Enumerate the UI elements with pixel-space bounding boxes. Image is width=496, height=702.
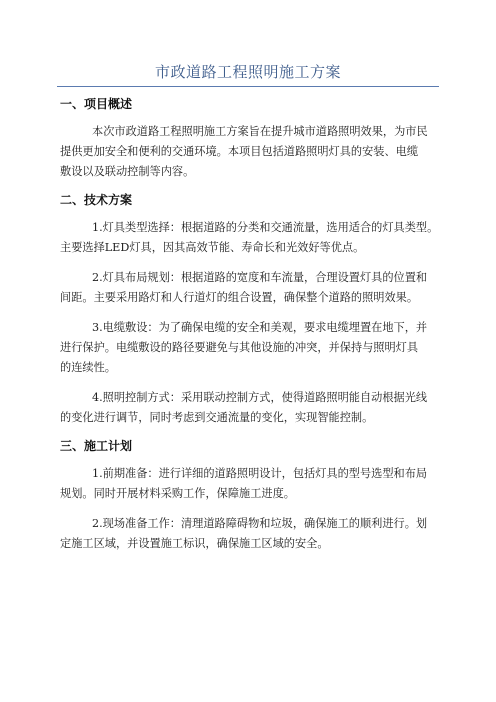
section-heading-schedule: 三、施工计划	[60, 439, 133, 453]
paragraph-line: 的连续性。	[60, 361, 116, 374]
title-underline	[57, 86, 439, 87]
section-heading-technical: 二、技术方案	[60, 193, 133, 207]
paragraph-line: 间距。主要采用路灯和人行道灯的组合设置，确保整个道路的照明效果。	[60, 291, 419, 304]
paragraph-line: 的变化进行调节，同时考虑到交通流量的变化，实现智能控制。	[60, 411, 374, 424]
paragraph-line: 1.前期准备：进行详细的道路照明设计，包括灯具的型号选型和布局	[92, 467, 428, 480]
paragraph-line: 主要选择LED灯具，因其高效节能、寿命长和光效好等优点。	[60, 241, 365, 254]
paragraph-line: 本次市政道路工程照明施工方案旨在提升城市道路照明效果，为市民	[92, 125, 428, 138]
paragraph-line: 提供更加安全和便利的交通环境。本项目包括道路照明灯具的安装、电缆	[60, 145, 419, 158]
paragraph-line: 3.电缆敷设：为了确保电缆的安全和美观，要求电缆埋置在地下，并	[92, 321, 428, 334]
paragraph-line: 2.灯具布局规划：根据道路的宽度和车流量，合理设置灯具的位置和	[92, 271, 428, 284]
paragraph-line: 1.灯具类型选择：根据道路的分类和交通流量，选用适合的灯具类型。	[92, 221, 439, 234]
document-title: 市政道路工程照明施工方案	[154, 63, 341, 81]
section-heading-overview: 一、项目概述	[60, 97, 133, 111]
paragraph-line: 2.现场准备工作：清理道路障碍物和垃圾，确保施工的顺利进行。划	[92, 517, 428, 530]
paragraph-line: 进行保护。电缆敷设的路径要避免与其他设施的冲突，并保持与照明灯具	[60, 341, 419, 354]
paragraph-line: 4.照明控制方式：采用联动控制方式，使得道路照明能自动根据光线	[92, 391, 428, 404]
paragraph-line: 敷设以及联动控制等内容。	[60, 165, 195, 178]
paragraph-line: 规划。同时开展材料采购工作，保障施工进度。	[60, 487, 295, 500]
paragraph-line: 定施工区域，并设置施工标识，确保施工区域的安全。	[60, 537, 329, 550]
